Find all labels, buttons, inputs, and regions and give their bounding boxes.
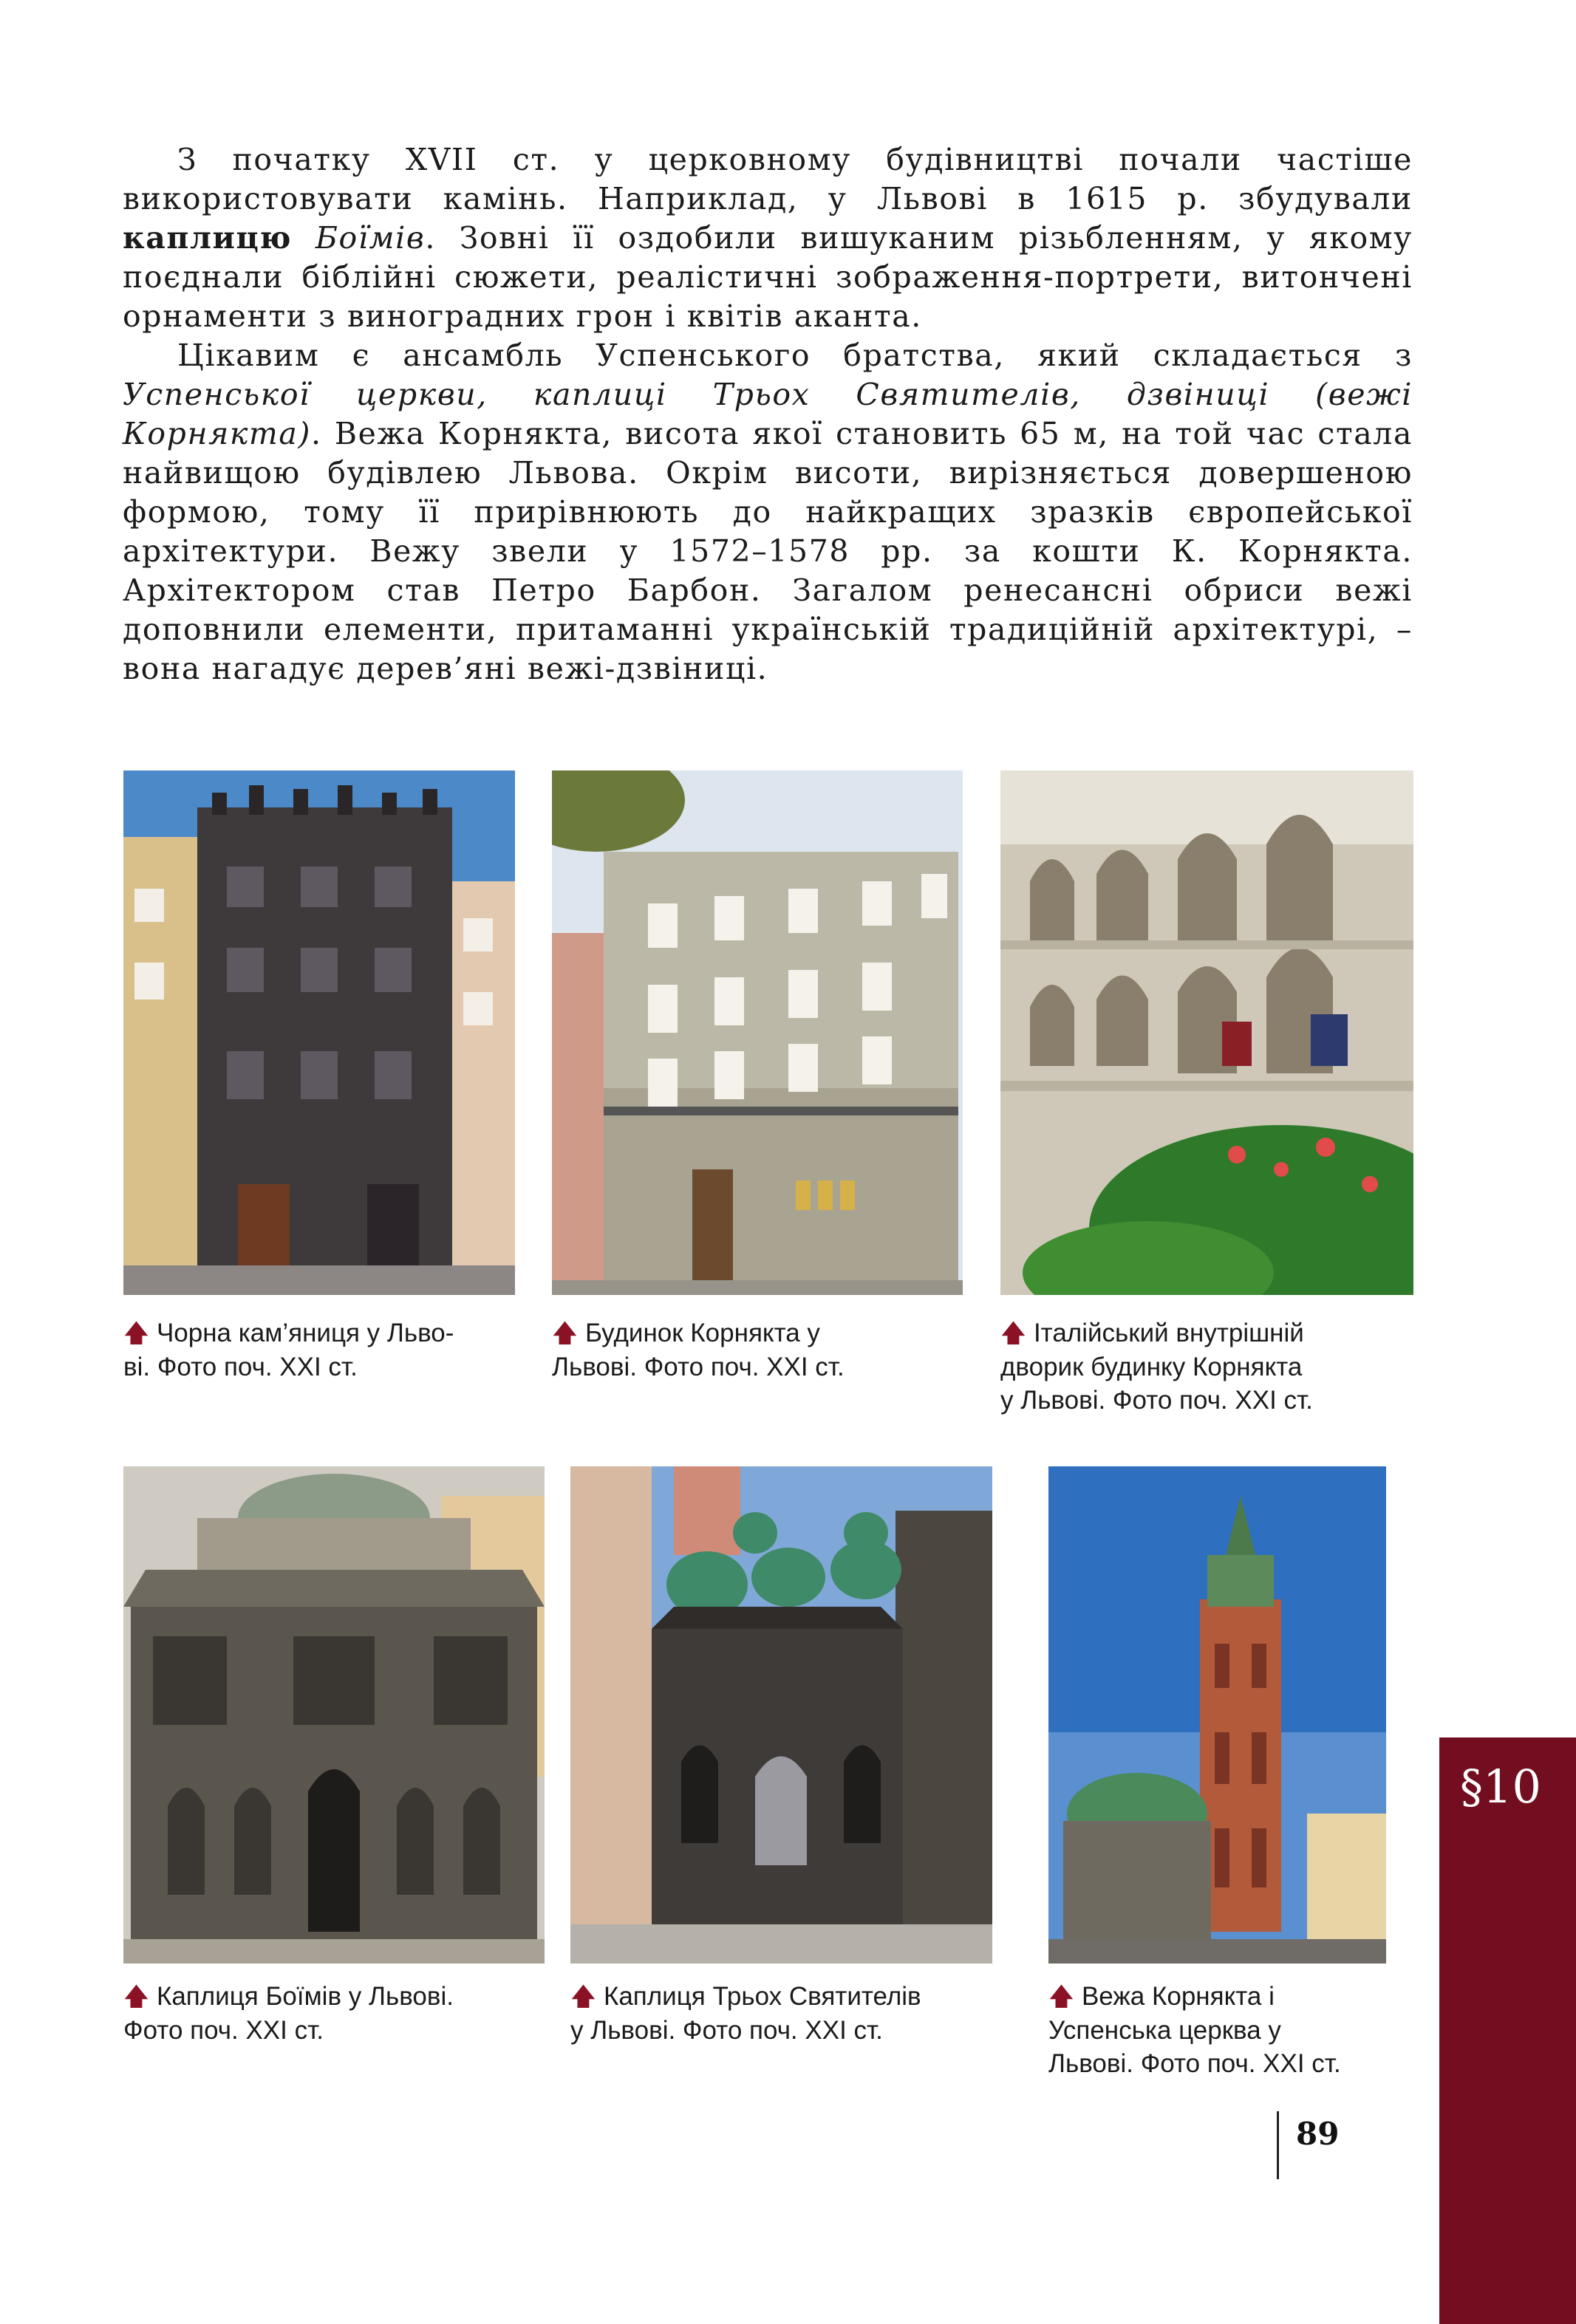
caption-black-house: 🡅 Чорна кам’яниця у Льво- ві. Фото поч. XXI ст. [123, 1319, 454, 1381]
up-arrow-icon: 🡅 [123, 1983, 149, 2011]
section-tab-label: §10 [1460, 1760, 1541, 1814]
photo-korniakt-tower [1048, 1466, 1386, 1964]
page-number-divider [1277, 2111, 1279, 2179]
photo-boim-chapel [123, 1466, 545, 1964]
paragraph-1: З початку XVII ст. у церковному будівництві почали частіше використовувати камінь. Наприклад, у Львові в 1615 р. збудували каплицю Боїмів. Зовні її оздобили вишуканим різьбленням, у якому поєднали біблійні сюжети, реалістичні зображення-портрети, витончені орнаменти з виноградних грон і квітів аканта. [123, 142, 1413, 334]
up-arrow-icon: 🡅 [552, 1319, 578, 1347]
photo-three-saints-chapel [570, 1466, 992, 1964]
page-number: 89 [1296, 2116, 1340, 2152]
photo-black-house [123, 770, 515, 1295]
up-arrow-icon: 🡅 [1000, 1319, 1026, 1347]
body-text [123, 140, 1413, 688]
caption-three-saints-chapel: 🡅 Каплиця Трьох Святителів у Львові. Фото поч. XXI ст. [570, 1982, 921, 2045]
photo-korniakt-house [552, 770, 963, 1295]
section-tab [1439, 1737, 1576, 2324]
caption-boim-chapel: 🡅 Каплиця Боїмів у Львові. Фото поч. XXI ст. [123, 1982, 454, 2045]
caption-korniakt-tower: 🡅 Вежа Корнякта і Успенська церква у Львові. Фото поч. XXI ст. [1048, 1982, 1341, 2078]
up-arrow-icon: 🡅 [570, 1983, 596, 2011]
paragraph-2: Цікавим є ансамбль Успенського братства, який складається з Успенської церкви, каплиці Трьох Святителів, дзвіниці (вежі Корнякта). Вежа Корнякта, висота якої становить 65 м, на той час стала найвищою будівлею Львова. Окрім висоти, вирізняється довершеною формою, тому її прирівнюють до найкращих зразків європейської архітектури. Вежу звели у 1572–1578 рр. за кошти К. Корнякта. Архітектором став Петро Барбон. Загалом ренесансні обриси вежі доповнили елементи, притаманні українській традиційній архітектурі, – вона нагадує дерев’яні вежі-дзвіниці. [123, 338, 1413, 686]
up-arrow-icon: 🡅 [1048, 1983, 1074, 2011]
up-arrow-icon: 🡅 [123, 1319, 149, 1347]
caption-italian-courtyard: 🡅 Італійський внутрішній дворик будинку Корнякта у Львові. Фото поч. XXI ст. [1000, 1319, 1313, 1415]
photo-italian-courtyard [1000, 770, 1413, 1295]
caption-korniakt-house: 🡅 Будинок Корнякта у Львові. Фото поч. XXI ст. [552, 1319, 845, 1381]
